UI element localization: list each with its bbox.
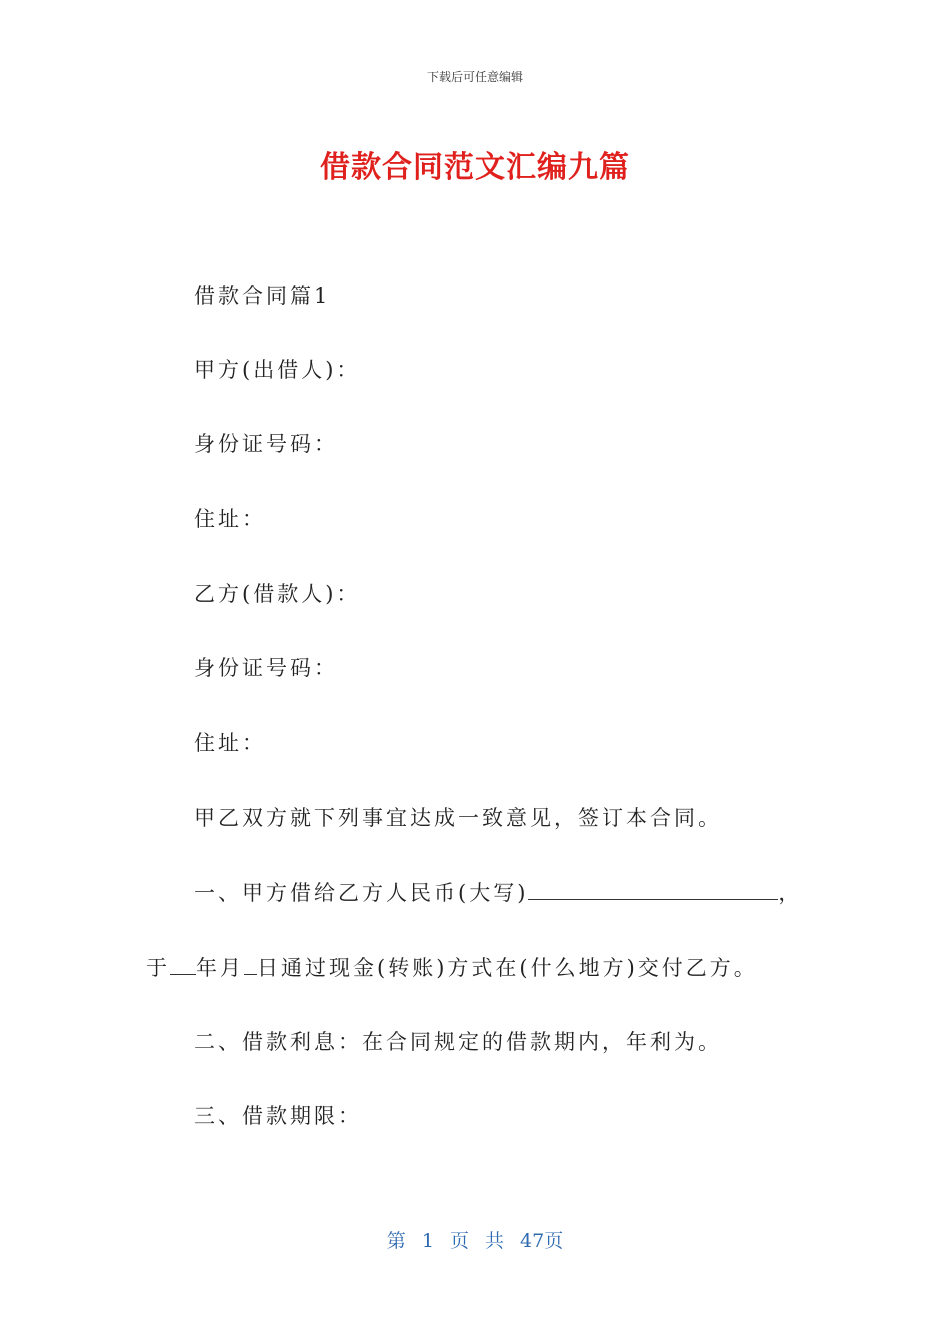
borrower-address-label: 住址：: [194, 731, 266, 755]
clause-one-continued: [146, 954, 758, 982]
year-blank: [170, 954, 196, 975]
clause-three: 三、借款期限：: [194, 1104, 362, 1128]
header-note: 下载后可任意编辑: [426, 70, 523, 84]
date-prefix: 于: [146, 956, 170, 980]
day-blank: [244, 954, 257, 975]
clause-two: 二、借款利息：在合同规定的借款期内，年利为。: [194, 1030, 722, 1054]
date-middle: 年月: [196, 956, 244, 980]
lender-label: 甲方(出借人)：: [194, 358, 361, 382]
clause-one-comma: ，: [778, 881, 803, 905]
clause-one-text: 一、甲方借给乙方人民币(大写): [194, 881, 529, 905]
section-heading: 借款合同篇1: [194, 284, 331, 308]
date-suffix: 日通过现金(转账)方式在(什么地方)交付乙方。: [257, 956, 758, 980]
clause-one: [194, 879, 802, 907]
lender-id-label: 身份证号码：: [194, 432, 338, 456]
page-footer: 第 1 页 共 47页: [386, 1230, 564, 1252]
agreement-intro: 甲乙双方就下列事宜达成一致意见，签订本合同。: [194, 806, 722, 830]
lender-address-label: 住址：: [194, 507, 266, 531]
borrower-id-label: 身份证号码：: [194, 656, 338, 680]
borrower-label: 乙方(借款人)：: [194, 582, 361, 606]
document-title: 借款合同范文汇编九篇: [320, 150, 630, 185]
amount-blank: [528, 879, 778, 900]
